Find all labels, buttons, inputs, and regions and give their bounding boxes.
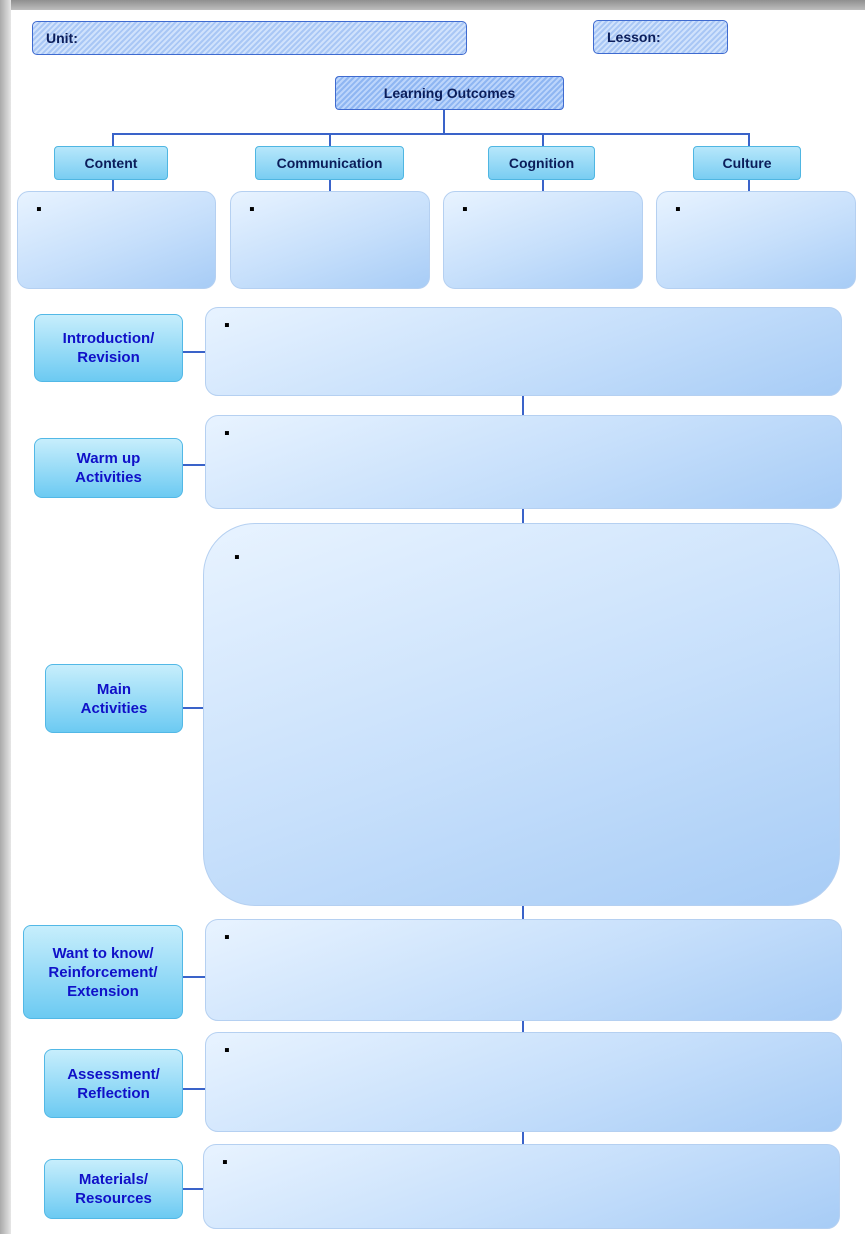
stage-label: Materials/ Resources: [75, 1171, 152, 1207]
connector: [522, 509, 524, 524]
connector: [522, 396, 524, 416]
bullet: ▪: [224, 425, 230, 442]
category-content: [54, 146, 168, 180]
top-frame-band: [0, 0, 865, 10]
bullet: ▪: [224, 1042, 230, 1059]
stage-label: Want to know/ Reinforcement/ Extension: [48, 944, 158, 1000]
introduction-revision-box[interactable]: [205, 307, 842, 396]
category-label: Culture: [722, 155, 772, 171]
connector: [183, 351, 206, 353]
unit-label: Unit:: [46, 30, 78, 46]
assessment-reflection-box[interactable]: [205, 1032, 842, 1132]
bullet: ▪: [462, 201, 468, 218]
bullet: ▪: [675, 201, 681, 218]
bullet: ▪: [234, 549, 240, 566]
connector: [183, 976, 206, 978]
stage-introduction-revision: [34, 314, 183, 382]
stage-label: Introduction/ Revision: [62, 330, 155, 366]
stage-label: Main Activities: [80, 680, 148, 717]
bullet: ▪: [224, 317, 230, 334]
stage-assessment-reflection: [44, 1049, 183, 1118]
main-activities-box[interactable]: [203, 523, 840, 906]
culture-outcome-box[interactable]: [656, 191, 856, 289]
connector: [112, 133, 750, 135]
stage-label: Warm up Activities: [75, 450, 142, 486]
warm-up-activities-box[interactable]: [205, 415, 842, 509]
connector: [329, 133, 331, 147]
connector: [522, 905, 524, 920]
category-communication: [255, 146, 404, 180]
connector: [183, 1188, 204, 1190]
connector: [112, 133, 114, 147]
cognition-outcome-box[interactable]: [443, 191, 643, 289]
connector: [542, 133, 544, 147]
connector: [183, 1088, 206, 1090]
stage-main-activities: [45, 664, 183, 733]
category-cognition: [488, 146, 595, 180]
learning-outcomes-label: Learning Outcomes: [383, 85, 516, 101]
learning-outcomes-title: [335, 76, 564, 110]
bullet: ▪: [36, 201, 42, 218]
want-to-know-box[interactable]: [205, 919, 842, 1021]
communication-outcome-box[interactable]: [230, 191, 430, 289]
bullet: ▪: [222, 1154, 228, 1171]
lesson-label: Lesson:: [607, 29, 661, 45]
left-frame-band: [0, 0, 11, 1234]
connector: [183, 464, 206, 466]
category-culture: [693, 146, 801, 180]
lesson-field[interactable]: [593, 20, 728, 54]
connector: [748, 133, 750, 147]
unit-field[interactable]: [32, 21, 467, 55]
category-label: Communication: [276, 155, 383, 171]
stage-want-to-know: [23, 925, 183, 1019]
connector: [443, 110, 445, 134]
category-label: Cognition: [508, 155, 575, 171]
bullet: ▪: [224, 929, 230, 946]
materials-resources-box[interactable]: [203, 1144, 840, 1229]
bullet: ▪: [249, 201, 255, 218]
content-outcome-box[interactable]: [17, 191, 216, 289]
connector: [183, 707, 204, 709]
stage-materials-resources: [44, 1159, 183, 1219]
stage-warm-up-activities: [34, 438, 183, 498]
category-label: Content: [84, 155, 138, 171]
stage-label: Assessment/ Reflection: [67, 1065, 160, 1102]
